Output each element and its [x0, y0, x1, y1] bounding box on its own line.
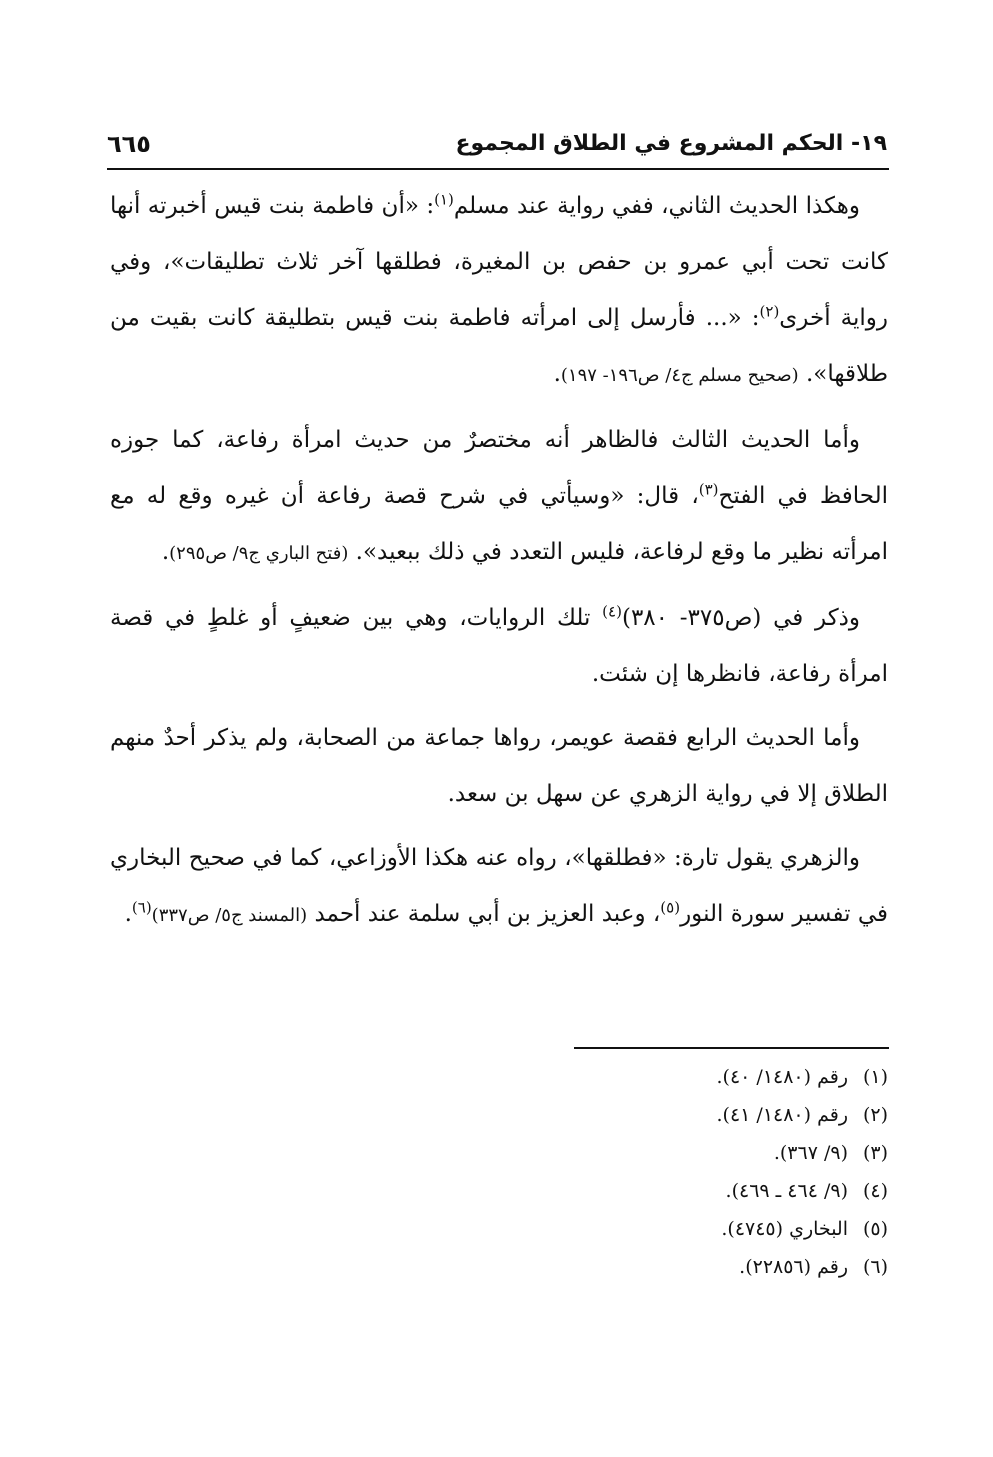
footnote-text: البخاري (٤٧٤٥).	[721, 1218, 848, 1240]
text-run: .	[124, 901, 132, 927]
footnote-reference: (٣)	[698, 480, 719, 499]
footnote-reference: (٤)	[602, 602, 622, 621]
body-paragraph	[110, 590, 888, 702]
footnote-number: (٣)	[862, 1142, 888, 1164]
body-paragraph	[110, 830, 888, 944]
text-run: وأما الحديث الثالث فالظاهر أنه مختصرٌ من حديث امرأة رفاعة، كما جوزه الحافظ في الفتح	[110, 427, 889, 509]
footnote-reference: (١)	[434, 190, 454, 209]
footnote-text: رقم (٢٢٨٥٦).	[739, 1256, 848, 1278]
footnote-reference: (٢)	[759, 302, 780, 321]
footnote-number: (٢)	[862, 1104, 888, 1126]
source-citation: (صحيح مسلم ج٤/ ص١٩٦- ١٩٧)	[560, 365, 799, 386]
main-text	[110, 178, 888, 952]
text-run: وهكذا الحديث الثاني، ففي رواية عند مسلم	[453, 193, 860, 219]
text-run: : «... فأرسل إلى امرأته فاطمة بنت قيس بتطليقة كانت بقيت من طلاقها».	[110, 305, 888, 387]
footnote-text: رقم (١٤٨٠/ ٤٠).	[716, 1066, 848, 1088]
footnote-item	[400, 1210, 888, 1248]
text-run: ، وعبد العزيز بن أبي سلمة عند أحمد	[307, 901, 661, 927]
footnote-divider	[574, 1047, 889, 1049]
text-run: وذكر في (ص٣٧٥- ٣٨٠)	[621, 605, 860, 631]
text-run: .	[553, 361, 561, 387]
footnotes	[400, 1058, 888, 1286]
body-paragraph	[110, 412, 888, 582]
text-run: تلك الروايات، وهي بين ضعيفٍ أو غلطٍ في قصة امرأة رفاعة، فانظرها إن شئت.	[110, 605, 888, 687]
footnote-text: رقم (١٤٨٠/ ٤١).	[716, 1104, 848, 1126]
footnote-number: (٥)	[862, 1218, 888, 1240]
footnote-reference: (٦)	[131, 898, 152, 917]
footnote-item	[400, 1172, 888, 1210]
body-paragraph	[110, 710, 888, 822]
chapter-title: ١٩- الحكم المشروع في الطلاق المجموع	[455, 131, 887, 156]
footnote-item	[400, 1058, 888, 1096]
footnote-reference: (٥)	[660, 898, 681, 917]
header-divider	[107, 168, 889, 170]
footnote-text: (٩/ ٣٦٧).	[773, 1142, 848, 1164]
footnote-item	[400, 1248, 888, 1286]
text-run: .	[161, 539, 170, 565]
footnote-number: (١)	[862, 1066, 888, 1088]
footnote-item	[400, 1134, 888, 1172]
source-citation: (المسند ج٥/ ص٣٣٧)	[151, 905, 308, 926]
source-citation: (فتح الباري ج٩/ ص٢٩٥)	[169, 543, 349, 564]
footnote-item	[400, 1096, 888, 1134]
body-paragraph	[110, 178, 888, 404]
text-run: : «أن فاطمة بنت قيس أخبرته أنها كانت تحت أبي عمرو بن حفص بن المغيرة، فطلقها آخر ثلاث تطليقات»، وفي رواية أخرى	[110, 193, 888, 331]
running-header	[107, 128, 887, 168]
text-run: وأما الحديث الرابع فقصة عويمر، رواها جماعة من الصحابة، ولم يذكر أحدٌ منهم الطلاق إلا في رواية الزهري عن سهل بن سعد.	[110, 725, 888, 807]
text-run: والزهري يقول تارة: «فطلقها»، رواه عنه هكذا الأوزاعي، كما في صحيح البخاري في تفسير سورة النور	[110, 845, 888, 927]
footnote-number: (٦)	[862, 1256, 888, 1278]
text-run: ، قال: «وسيأتي في شرح قصة رفاعة أن غيره وقع له مع امرأته نظير ما وقع لرفاعة، فليس التعدد في ذلك ببعيد».	[110, 483, 888, 565]
page-number: ٦٦٥	[107, 130, 151, 158]
footnote-number: (٤)	[862, 1180, 888, 1202]
footnote-text: (٩/ ٤٦٤ ـ ٤٦٩).	[725, 1180, 848, 1202]
